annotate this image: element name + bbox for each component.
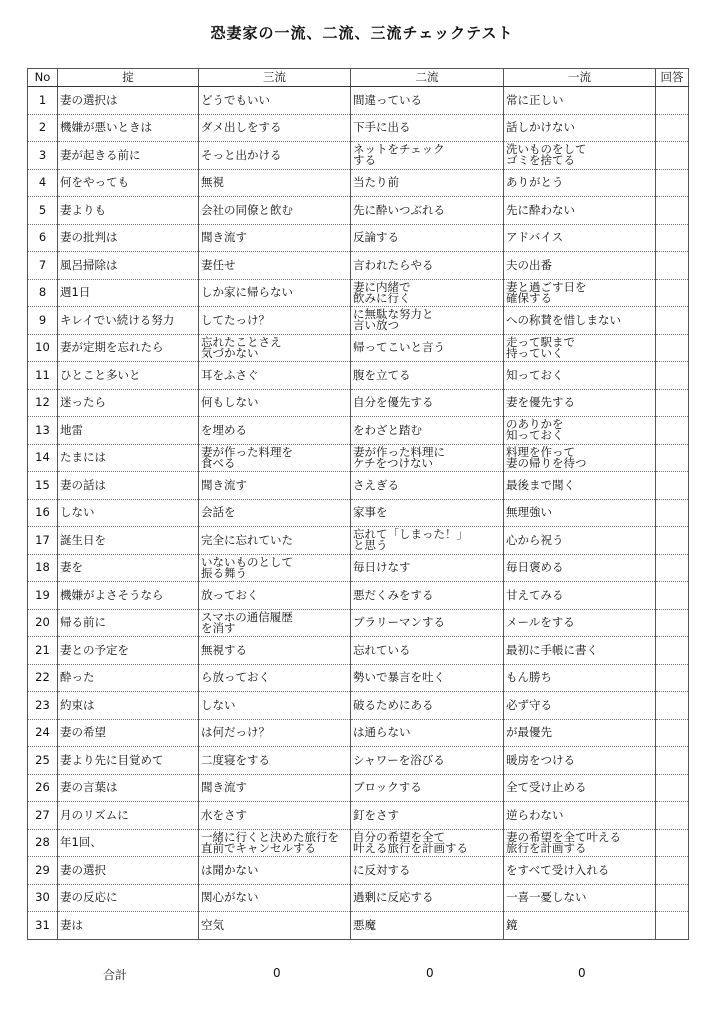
table-row <box>28 444 689 472</box>
rule-cell: たまには <box>58 444 199 472</box>
rule-cell: 機嫌がよさそうなら <box>58 582 199 610</box>
table-body <box>28 87 689 940</box>
third-rate-cell: 完全に忘れていた <box>199 527 351 555</box>
table-row <box>28 747 689 775</box>
table-row <box>28 417 689 445</box>
first-rate-cell: 洗いものをして ゴミを捨てる <box>504 142 656 170</box>
rule-cell: 妻の選択は <box>58 87 199 115</box>
second-rate-cell: 下手に出る <box>351 114 504 142</box>
rule-cell: 妻が起きる前に <box>58 142 199 170</box>
row-number: 27 <box>28 802 58 830</box>
rule-cell: しない <box>58 499 199 527</box>
first-rate-cell: 走って駅まで 持っていく <box>504 334 656 362</box>
totals-label: 合計 <box>103 968 128 982</box>
table-row <box>28 252 689 280</box>
second-rate-cell: 先に酔いつぶれる <box>351 197 504 225</box>
first-rate-cell: 暖房をつける <box>504 747 656 775</box>
row-number: 13 <box>28 417 58 445</box>
answer-cell[interactable] <box>656 307 689 335</box>
rule-cell: 妻の話は <box>58 472 199 500</box>
rule-cell: 地雷 <box>58 417 199 445</box>
rule-cell: 迷ったら <box>58 389 199 417</box>
third-rate-cell: 一緒に行くと決めた旅行を 直前でキャンセルする <box>199 829 351 857</box>
rule-cell: 妻の希望 <box>58 719 199 747</box>
third-rate-cell: 忘れたことさえ 気づかない <box>199 334 351 362</box>
first-rate-cell: 妻の希望を全て叶える 旅行を計画する <box>504 829 656 857</box>
total-second: 0 <box>426 966 434 980</box>
table-row <box>28 307 689 335</box>
second-rate-cell: ネットをチェック する <box>351 142 504 170</box>
third-rate-cell: 耳をふさぐ <box>199 362 351 390</box>
third-rate-cell: しか家に帰らない <box>199 279 351 307</box>
second-rate-cell: 忘れている <box>351 637 504 665</box>
table-row <box>28 637 689 665</box>
third-rate-cell: 無視する <box>199 637 351 665</box>
row-number: 14 <box>28 444 58 472</box>
third-rate-cell: ダメ出しをする <box>199 114 351 142</box>
answer-cell[interactable] <box>656 444 689 472</box>
second-rate-cell: 間違っている <box>351 87 504 115</box>
first-rate-cell: 常に正しい <box>504 87 656 115</box>
row-number: 23 <box>28 692 58 720</box>
table-row <box>28 499 689 527</box>
first-rate-cell: への称賛を惜しまない <box>504 307 656 335</box>
second-rate-cell: 釘をさす <box>351 802 504 830</box>
table-row <box>28 472 689 500</box>
rule-cell: 酔った <box>58 664 199 692</box>
answer-cell[interactable] <box>656 499 689 527</box>
third-rate-cell: ら放っておく <box>199 664 351 692</box>
rule-cell: 妻の反応に <box>58 884 199 912</box>
row-number: 11 <box>28 362 58 390</box>
table-row <box>28 527 689 555</box>
third-rate-cell: を埋める <box>199 417 351 445</box>
table-row <box>28 857 689 885</box>
second-rate-cell: 忘れて「しまった！」 と思う <box>351 527 504 555</box>
answer-cell[interactable] <box>656 884 689 912</box>
row-number: 20 <box>28 609 58 637</box>
second-rate-cell: 妻が作った料理に ケチをつけない <box>351 444 504 472</box>
table-row <box>28 362 689 390</box>
row-number: 29 <box>28 857 58 885</box>
rule-cell: 風呂掃除は <box>58 252 199 280</box>
answer-cell[interactable] <box>656 169 689 197</box>
answer-cell[interactable] <box>656 774 689 802</box>
third-rate-cell: 関心がない <box>199 884 351 912</box>
rule-cell: 妻との予定を <box>58 637 199 665</box>
third-rate-cell: 空気 <box>199 912 351 940</box>
answer-cell[interactable] <box>656 747 689 775</box>
third-rate-cell: 妻が作った料理を 食べる <box>199 444 351 472</box>
answer-cell[interactable] <box>656 224 689 252</box>
row-number: 7 <box>28 252 58 280</box>
answer-cell[interactable] <box>656 252 689 280</box>
second-rate-cell: をわざと踏む <box>351 417 504 445</box>
table-row <box>28 197 689 225</box>
third-rate-cell: 水をさす <box>199 802 351 830</box>
answer-cell[interactable] <box>656 87 689 115</box>
answer-cell[interactable] <box>656 334 689 362</box>
header-first: 一流 <box>504 69 656 87</box>
third-rate-cell: 妻任せ <box>199 252 351 280</box>
second-rate-cell: に反対する <box>351 857 504 885</box>
first-rate-cell: ありがとう <box>504 169 656 197</box>
row-number: 9 <box>28 307 58 335</box>
rule-cell: 機嫌が悪いときは <box>58 114 199 142</box>
first-rate-cell: 鏡 <box>504 912 656 940</box>
first-rate-cell: アドバイス <box>504 224 656 252</box>
header-third: 三流 <box>199 69 351 87</box>
first-rate-cell: 知っておく <box>504 362 656 390</box>
totals-row <box>0 966 724 986</box>
answer-cell[interactable] <box>656 719 689 747</box>
second-rate-cell: に無駄な努力と 言い放つ <box>351 307 504 335</box>
rule-cell: 月のリズムに <box>58 802 199 830</box>
answer-cell[interactable] <box>656 637 689 665</box>
answer-cell[interactable] <box>656 829 689 857</box>
third-rate-cell: 聞き流す <box>199 224 351 252</box>
rule-cell: 妻は <box>58 912 199 940</box>
header-second: 二流 <box>351 69 504 87</box>
table-row <box>28 774 689 802</box>
answer-cell[interactable] <box>656 527 689 555</box>
table-row <box>28 884 689 912</box>
first-rate-cell: のありかを 知っておく <box>504 417 656 445</box>
second-rate-cell: ブロックする <box>351 774 504 802</box>
third-rate-cell: いないものとして 振る舞う <box>199 554 351 582</box>
third-rate-cell: は聞かない <box>199 857 351 885</box>
table-row <box>28 114 689 142</box>
second-rate-cell: 自分を優先する <box>351 389 504 417</box>
second-rate-cell: ブラリーマンする <box>351 609 504 637</box>
third-rate-cell: そっと出かける <box>199 142 351 170</box>
answer-cell[interactable] <box>656 692 689 720</box>
row-number: 16 <box>28 499 58 527</box>
row-number: 25 <box>28 747 58 775</box>
row-number: 6 <box>28 224 58 252</box>
first-rate-cell: メールをする <box>504 609 656 637</box>
third-rate-cell: しない <box>199 692 351 720</box>
row-number: 5 <box>28 197 58 225</box>
first-rate-cell: 先に酔わない <box>504 197 656 225</box>
row-number: 10 <box>28 334 58 362</box>
header-no: No <box>28 69 58 87</box>
second-rate-cell: 自分の希望を全て 叶える旅行を計画する <box>351 829 504 857</box>
first-rate-cell: 妻と過ごす日を 確保する <box>504 279 656 307</box>
rule-cell: 何をやっても <box>58 169 199 197</box>
answer-cell[interactable] <box>656 417 689 445</box>
third-rate-cell: してたっけ？ <box>199 307 351 335</box>
second-rate-cell: 腹を立てる <box>351 362 504 390</box>
total-first: 0 <box>578 966 586 980</box>
table-row <box>28 609 689 637</box>
third-rate-cell: 二度寝をする <box>199 747 351 775</box>
header-row <box>28 69 689 87</box>
first-rate-cell: 甘えてみる <box>504 582 656 610</box>
answer-cell[interactable] <box>656 362 689 390</box>
answer-cell[interactable] <box>656 142 689 170</box>
answer-cell[interactable] <box>656 114 689 142</box>
table-row <box>28 334 689 362</box>
first-rate-cell: 一喜一憂しない <box>504 884 656 912</box>
answer-cell[interactable] <box>656 609 689 637</box>
second-rate-cell: 悪だくみをする <box>351 582 504 610</box>
third-rate-cell: 放っておく <box>199 582 351 610</box>
table-row <box>28 664 689 692</box>
row-number: 31 <box>28 912 58 940</box>
third-rate-cell: 何もしない <box>199 389 351 417</box>
row-number: 21 <box>28 637 58 665</box>
third-rate-cell: どうでもいい <box>199 87 351 115</box>
table-row <box>28 142 689 170</box>
table-row <box>28 224 689 252</box>
table-row <box>28 719 689 747</box>
answer-cell[interactable] <box>656 472 689 500</box>
table-row <box>28 692 689 720</box>
rule-cell: 妻の批判は <box>58 224 199 252</box>
second-rate-cell: 毎日けなす <box>351 554 504 582</box>
row-number: 1 <box>28 87 58 115</box>
first-rate-cell: 妻を優先する <box>504 389 656 417</box>
third-rate-cell: 会話を <box>199 499 351 527</box>
total-third: 0 <box>273 966 281 980</box>
row-number: 30 <box>28 884 58 912</box>
table-row <box>28 279 689 307</box>
row-number: 15 <box>28 472 58 500</box>
answer-cell[interactable] <box>656 664 689 692</box>
rule-cell: 妻の言葉は <box>58 774 199 802</box>
rule-cell: 妻が定期を忘れたら <box>58 334 199 362</box>
rule-cell: 妻を <box>58 554 199 582</box>
third-rate-cell: は何だっけ？ <box>199 719 351 747</box>
first-rate-cell: 無理強い <box>504 499 656 527</box>
second-rate-cell: シャワーを浴びる <box>351 747 504 775</box>
header-answer: 回答 <box>656 69 689 87</box>
first-rate-cell: 逆らわない <box>504 802 656 830</box>
first-rate-cell: 心から祝う <box>504 527 656 555</box>
second-rate-cell: 過剰に反応する <box>351 884 504 912</box>
table-row <box>28 554 689 582</box>
header-rule: 掟 <box>58 69 199 87</box>
row-number: 12 <box>28 389 58 417</box>
table-row <box>28 582 689 610</box>
second-rate-cell: 妻に内緒で 飲みに行く <box>351 279 504 307</box>
rule-cell: キレイでい続ける努力 <box>58 307 199 335</box>
third-rate-cell: 聞き流す <box>199 774 351 802</box>
table-row <box>28 389 689 417</box>
answer-cell[interactable] <box>656 389 689 417</box>
table-row <box>28 802 689 830</box>
row-number: 19 <box>28 582 58 610</box>
check-table <box>27 68 689 940</box>
page-title: 恐妻家の一流、二流、三流チェックテスト <box>210 24 514 42</box>
first-rate-cell: 全て受け止める <box>504 774 656 802</box>
row-number: 26 <box>28 774 58 802</box>
row-number: 4 <box>28 169 58 197</box>
first-rate-cell: 料理を作って 妻の帰りを待つ <box>504 444 656 472</box>
second-rate-cell: 勢いで暴言を吐く <box>351 664 504 692</box>
row-number: 18 <box>28 554 58 582</box>
rule-cell: 誕生日を <box>58 527 199 555</box>
first-rate-cell: もん勝ち <box>504 664 656 692</box>
rule-cell: ひとこと多いと <box>58 362 199 390</box>
answer-cell[interactable] <box>656 857 689 885</box>
second-rate-cell: 家事を <box>351 499 504 527</box>
first-rate-cell: 必ず守る <box>504 692 656 720</box>
second-rate-cell: 言われたらやる <box>351 252 504 280</box>
second-rate-cell: 帰ってこいと言う <box>351 334 504 362</box>
rule-cell: 妻の選択 <box>58 857 199 885</box>
first-rate-cell: をすべて受け入れる <box>504 857 656 885</box>
rule-cell: 妻よりも <box>58 197 199 225</box>
first-rate-cell: 最後まで聞く <box>504 472 656 500</box>
first-rate-cell: 毎日褒める <box>504 554 656 582</box>
rule-cell: 帰る前に <box>58 609 199 637</box>
row-number: 3 <box>28 142 58 170</box>
second-rate-cell: 破るためにある <box>351 692 504 720</box>
rule-cell: 妻より先に目覚めて <box>58 747 199 775</box>
first-rate-cell: 夫の出番 <box>504 252 656 280</box>
row-number: 2 <box>28 114 58 142</box>
rule-cell: 約束は <box>58 692 199 720</box>
third-rate-cell: 会社の同僚と飲む <box>199 197 351 225</box>
table-row <box>28 829 689 857</box>
first-rate-cell: 話しかけない <box>504 114 656 142</box>
row-number: 24 <box>28 719 58 747</box>
row-number: 22 <box>28 664 58 692</box>
first-rate-cell: が最優先 <box>504 719 656 747</box>
answer-cell[interactable] <box>656 554 689 582</box>
third-rate-cell: スマホの通信履歴 を消す <box>199 609 351 637</box>
table-row <box>28 912 689 940</box>
first-rate-cell: 最初に手帳に書く <box>504 637 656 665</box>
second-rate-cell: 悪魔 <box>351 912 504 940</box>
answer-cell[interactable] <box>656 802 689 830</box>
table-row <box>28 87 689 115</box>
answer-cell[interactable] <box>656 197 689 225</box>
third-rate-cell: 聞き流す <box>199 472 351 500</box>
second-rate-cell: は通らない <box>351 719 504 747</box>
answer-cell[interactable] <box>656 279 689 307</box>
third-rate-cell: 無視 <box>199 169 351 197</box>
second-rate-cell: 当たり前 <box>351 169 504 197</box>
second-rate-cell: 反論する <box>351 224 504 252</box>
rule-cell: 年1回、 <box>58 829 199 857</box>
second-rate-cell: さえぎる <box>351 472 504 500</box>
table-row <box>28 169 689 197</box>
rule-cell: 週1日 <box>58 279 199 307</box>
row-number: 8 <box>28 279 58 307</box>
row-number: 17 <box>28 527 58 555</box>
answer-cell[interactable] <box>656 912 689 940</box>
row-number: 28 <box>28 829 58 857</box>
answer-cell[interactable] <box>656 582 689 610</box>
